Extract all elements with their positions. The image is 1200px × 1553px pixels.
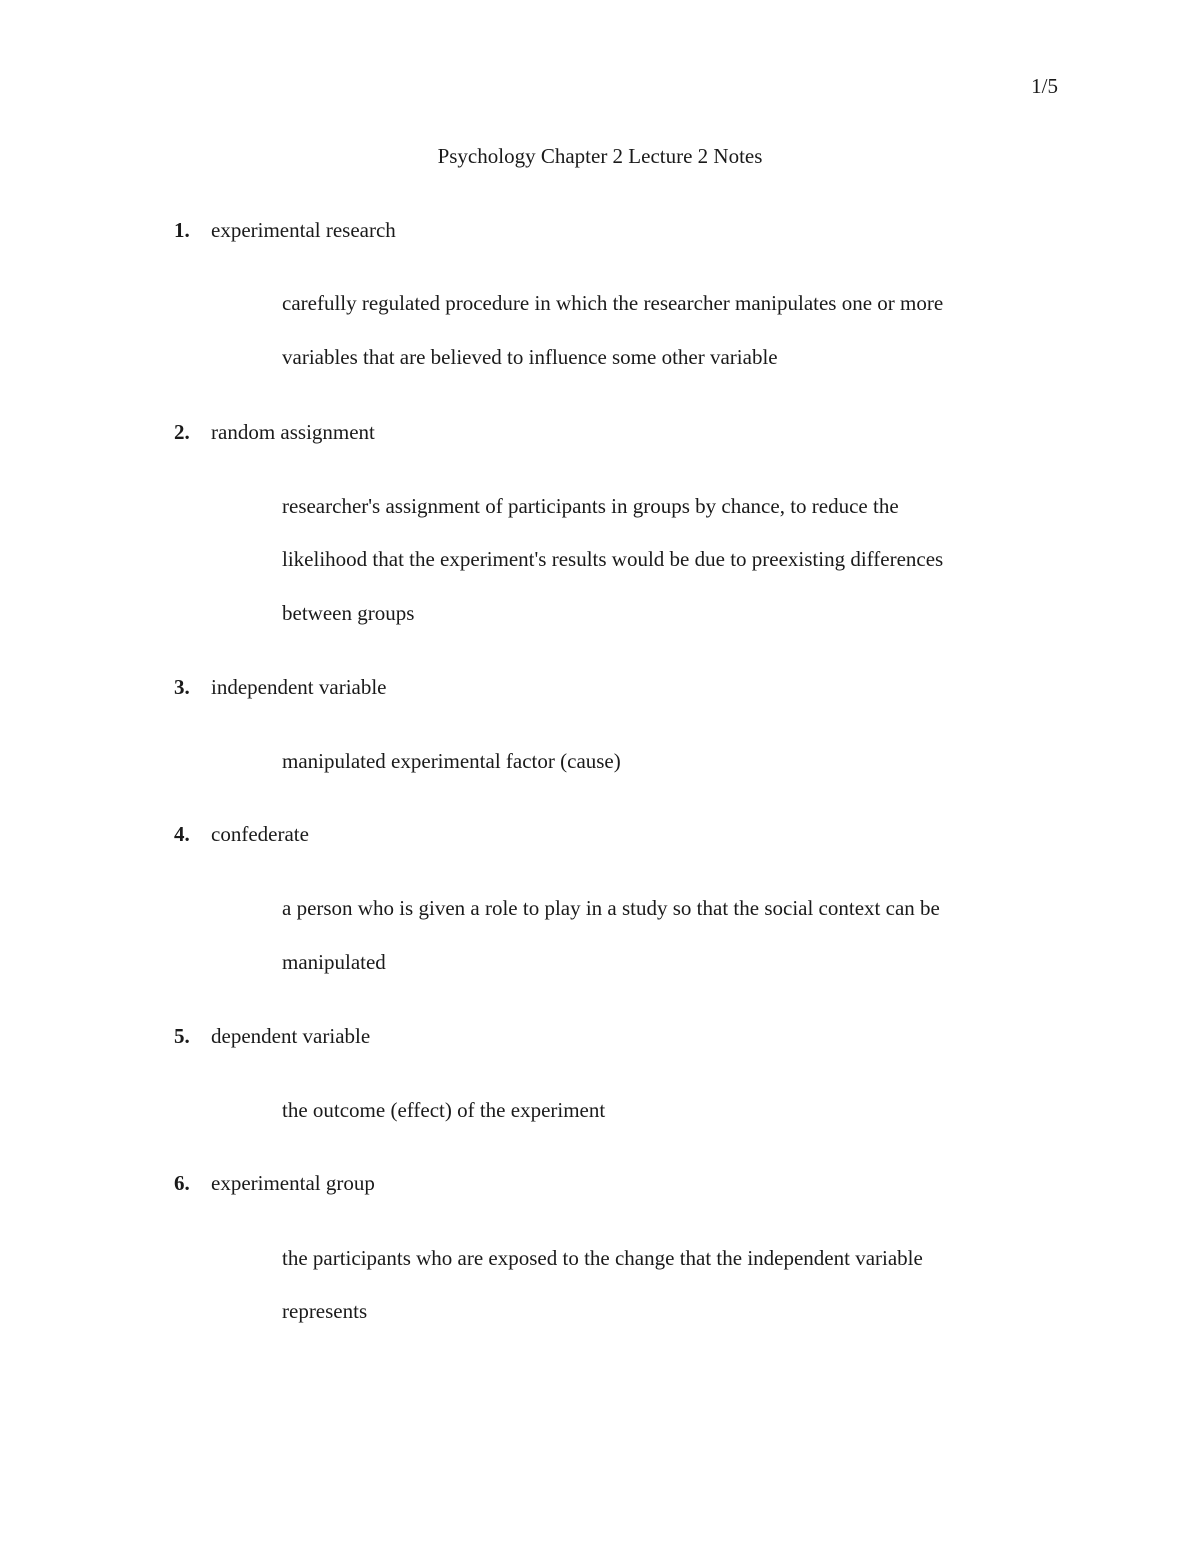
item-number: 4.	[174, 822, 190, 846]
definition-line: manipulated experimental factor (cause)	[282, 749, 621, 773]
item-number: 3.	[174, 675, 190, 699]
item-number: 5.	[174, 1024, 190, 1048]
list-item-term	[174, 1169, 375, 1197]
definition-line: researcher's assignment of participants in groups by chance, to reduce the	[282, 494, 899, 518]
definition-line: variables that are believed to influence some other variable	[282, 345, 778, 369]
item-number: 6.	[174, 1171, 190, 1195]
definition-line: represents	[282, 1299, 368, 1323]
definition-line: likelihood that the experiment's results would be due to preexisting differences	[282, 547, 944, 571]
term-text: confederate	[211, 822, 309, 846]
definition-line: the participants who are exposed to the change that the independent variable	[282, 1246, 923, 1270]
definition-line: manipulated	[282, 950, 386, 974]
definition-line: between groups	[282, 601, 415, 625]
term-text: experimental research	[211, 218, 396, 242]
list-item-term	[174, 820, 309, 848]
definition-line: a person who is given a role to play in a study so that the social context can be	[282, 896, 940, 920]
definition-line: the outcome (effect) of the experiment	[282, 1098, 606, 1122]
document-title: Psychology Chapter 2 Lecture 2 Notes	[437, 144, 763, 168]
list-item-term	[174, 673, 387, 701]
item-number: 1.	[174, 218, 190, 242]
list-item-term	[174, 1022, 370, 1050]
definition-line: carefully regulated procedure in which the researcher manipulates one or more	[282, 291, 944, 315]
list-item-term	[174, 216, 396, 244]
page-number: 1/5	[1031, 74, 1058, 98]
item-number: 2.	[174, 420, 190, 444]
list-item-term	[174, 418, 375, 446]
term-text: dependent variable	[211, 1024, 371, 1048]
term-text: independent variable	[211, 675, 387, 699]
term-text: random assignment	[211, 420, 375, 444]
term-text: experimental group	[211, 1171, 375, 1195]
